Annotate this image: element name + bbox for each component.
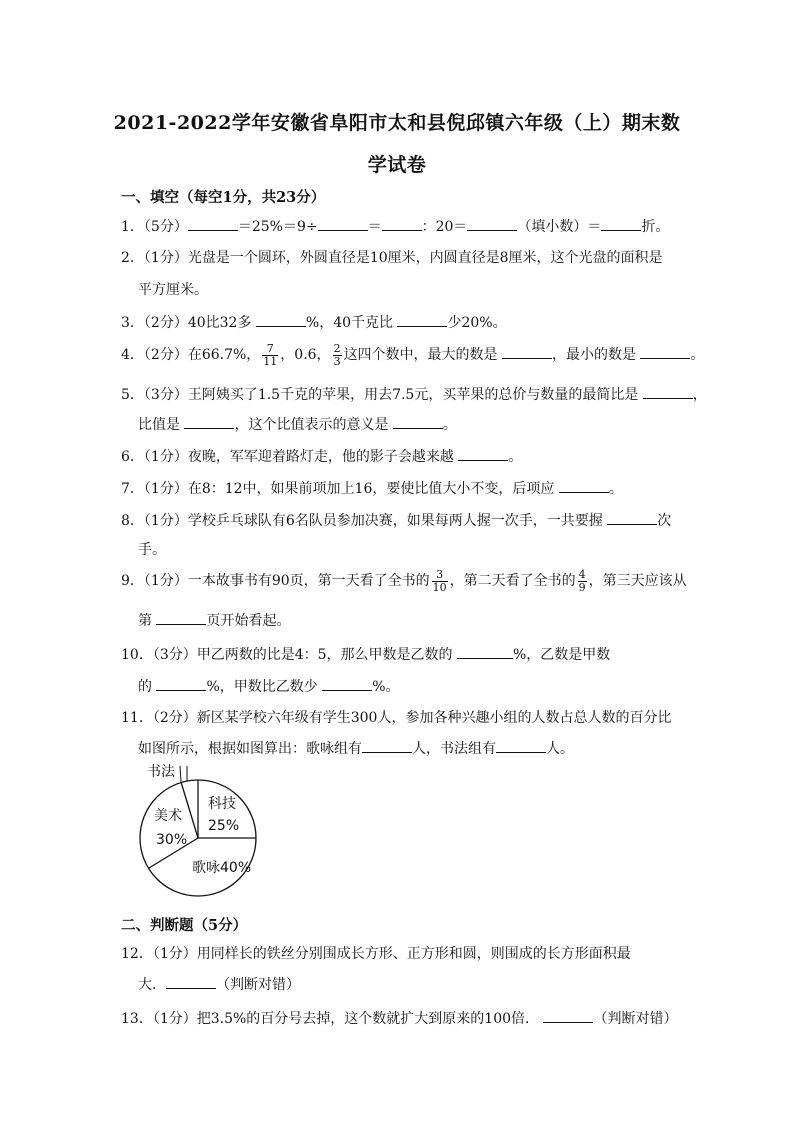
q1-text: ＝ (367, 219, 382, 235)
q7-text: 7．（1分）在8：12中，如果前项加上16，要使比值大小不变，后项应 (121, 481, 555, 497)
answer-blank[interactable] (256, 312, 306, 327)
q4-text: 4．（2分）在66.7%， (121, 347, 261, 363)
denominator: 3 (333, 354, 341, 368)
answer-blank[interactable] (166, 974, 216, 989)
q10-text: %，乙数是甲数 (513, 647, 611, 663)
pie-label-shufa: 书法 (147, 764, 175, 780)
numerator: 3 (432, 569, 448, 582)
pie-label-meishu: 美术 (154, 808, 182, 824)
q3-text: 少20%。 (447, 315, 507, 331)
q1-text: （填小数）＝ (517, 219, 602, 235)
answer-blank[interactable] (496, 738, 546, 753)
q11-text: 人，书法组有 (412, 741, 496, 757)
q10-text: 10．（3分）甲乙两数的比是4：5，那么甲数是乙数的 (121, 647, 453, 663)
q5-text: ，这个比值表示的意义是 (234, 417, 389, 433)
pie-label-geyong: 歌咏40% (192, 860, 252, 876)
answer-blank[interactable] (643, 384, 693, 399)
q12-text: 大． (138, 977, 166, 993)
denominator: 11 (263, 354, 278, 368)
question-2: 2．（1分）光盘是一个圆环，外圆直径是10厘米，内圆直径是8厘米，这个光盘的面积是 (121, 250, 663, 266)
question-12: 12．（1分）用同样长的铁丝分别围成长方形、正方形和圆，则围成的长方形面积最 (121, 946, 631, 962)
question-7 (121, 478, 623, 499)
q1-text: ：20＝ (421, 219, 468, 235)
fraction (333, 343, 342, 368)
answer-blank[interactable] (322, 676, 372, 691)
label-leader-line (180, 766, 181, 782)
q4-text: ，最小的数是 (552, 347, 637, 363)
exam-title-line2: 学试卷 (367, 154, 427, 176)
question-4 (121, 340, 704, 370)
numerator: 2 (333, 341, 341, 355)
q10-text: %，甲数比乙数少 (206, 679, 318, 695)
answer-blank[interactable] (601, 216, 641, 231)
q9-text: 9．（1分）一本故事书有90页，第一天看了全书的 (121, 573, 430, 589)
q3-text: 3．（2分）40比32多 (121, 315, 252, 331)
q1-number: 1．（5分） (121, 219, 188, 235)
q8-text: 手。 (138, 542, 166, 558)
question-5-cont (138, 414, 457, 435)
answer-blank[interactable] (156, 610, 206, 625)
answer-blank[interactable] (393, 414, 443, 429)
answer-blank[interactable] (184, 414, 234, 429)
q13-text: 13．（1分）把3.5%的百分号去掉，这个数就扩大到原来的100倍． (121, 1011, 540, 1027)
question-11: 11．（2分）新区某学校六年级有学生300人，参加各种兴趣小组的人数占总人数的百分比 (121, 710, 672, 726)
question-10-cont (138, 676, 400, 697)
q9-text: 第 (138, 613, 152, 629)
q1-text: 折。 (641, 219, 670, 235)
question-3 (121, 312, 507, 333)
q10-text: 的 (138, 679, 152, 695)
numerator: 7 (262, 343, 278, 356)
q13-text: （判断对错） (593, 1011, 678, 1027)
answer-blank[interactable] (188, 216, 238, 231)
q11-text: 人。 (546, 741, 574, 757)
answer-blank[interactable] (640, 344, 690, 359)
question-9 (121, 566, 687, 596)
q5-text: 。 (442, 417, 457, 433)
exam-title-line1: 2021-2022学年安徽省阜阳市太和县倪邱镇六年级（上）期末数 (113, 112, 681, 134)
q3-text: %，40千克比 (305, 315, 394, 331)
question-13 (121, 1008, 677, 1029)
answer-blank[interactable] (156, 676, 206, 691)
q5-text: 比值是 (138, 417, 180, 433)
answer-blank[interactable] (318, 216, 368, 231)
question-8 (121, 510, 671, 531)
question-10 (121, 644, 610, 665)
q9-text: ，第三天应该从 (588, 573, 687, 589)
question-6 (121, 446, 522, 467)
q11-text: 如图所示，根据如图算出：歌咏组有 (138, 741, 362, 757)
q4-text: ，0.6， (280, 347, 331, 363)
answer-blank[interactable] (467, 216, 517, 231)
q8-text: 次 (657, 513, 672, 529)
q5-text: 5．（3分）王阿姨买了1.5千克的苹果，用去7.5元，买苹果的总价与数量的最简比是 (121, 387, 639, 403)
q9-text: ，第二天看了全书的 (449, 573, 576, 589)
q5-text: ， (692, 387, 707, 403)
q2-text: 平方厘米。 (138, 282, 208, 298)
pie-label-keji: 科技 (208, 796, 236, 812)
q10-text: %。 (372, 679, 400, 695)
question-12-cont (138, 974, 300, 995)
answer-blank[interactable] (559, 478, 609, 493)
interest-group-pie-figure (136, 762, 276, 907)
q4-text: 。 (690, 347, 705, 363)
q6-text: 6．（1分）夜晚，军军迎着路灯走，他的影子会越来越 (121, 449, 454, 465)
q6-text: 。 (508, 449, 523, 465)
question-5 (121, 384, 707, 405)
q7-text: 。 (608, 481, 623, 497)
section-fill-blank-heading: 一、填空（每空1分，共23分） (121, 189, 326, 206)
question-9-cont (138, 610, 290, 631)
question-1 (121, 216, 669, 237)
answer-blank[interactable] (397, 312, 447, 327)
answer-blank[interactable] (362, 738, 412, 753)
question-11-cont (138, 738, 574, 759)
q12-text: （判断对错） (216, 977, 300, 993)
fraction (432, 569, 448, 594)
question-2-cont (138, 280, 208, 300)
answer-blank[interactable] (543, 1008, 593, 1023)
answer-blank[interactable] (382, 216, 422, 231)
numerator: 4 (578, 567, 586, 581)
q9-text: 页开始看起。 (206, 613, 291, 629)
answer-blank[interactable] (458, 446, 508, 461)
answer-blank[interactable] (502, 344, 552, 359)
pie-label-keji-pct: 25% (208, 818, 240, 834)
fraction (578, 569, 587, 594)
q4-text: 这四个数中，最大的数是 (343, 347, 498, 363)
question-8-cont (138, 540, 166, 560)
fraction (262, 343, 278, 368)
answer-blank[interactable] (607, 510, 657, 525)
answer-blank[interactable] (457, 644, 513, 659)
denominator: 10 (432, 580, 447, 594)
pie-label-meishu-pct: 30% (156, 832, 188, 848)
section-true-false-heading: 二、判断题（5分） (121, 917, 248, 934)
q1-text: ＝25%＝9÷ (237, 219, 318, 235)
q8-text: 8．（1分）学校乒乓球队有6名队员参加决赛，如果每两人握一次手，一共要握 (121, 513, 603, 529)
denominator: 9 (578, 580, 586, 594)
pie-divider (181, 782, 198, 838)
